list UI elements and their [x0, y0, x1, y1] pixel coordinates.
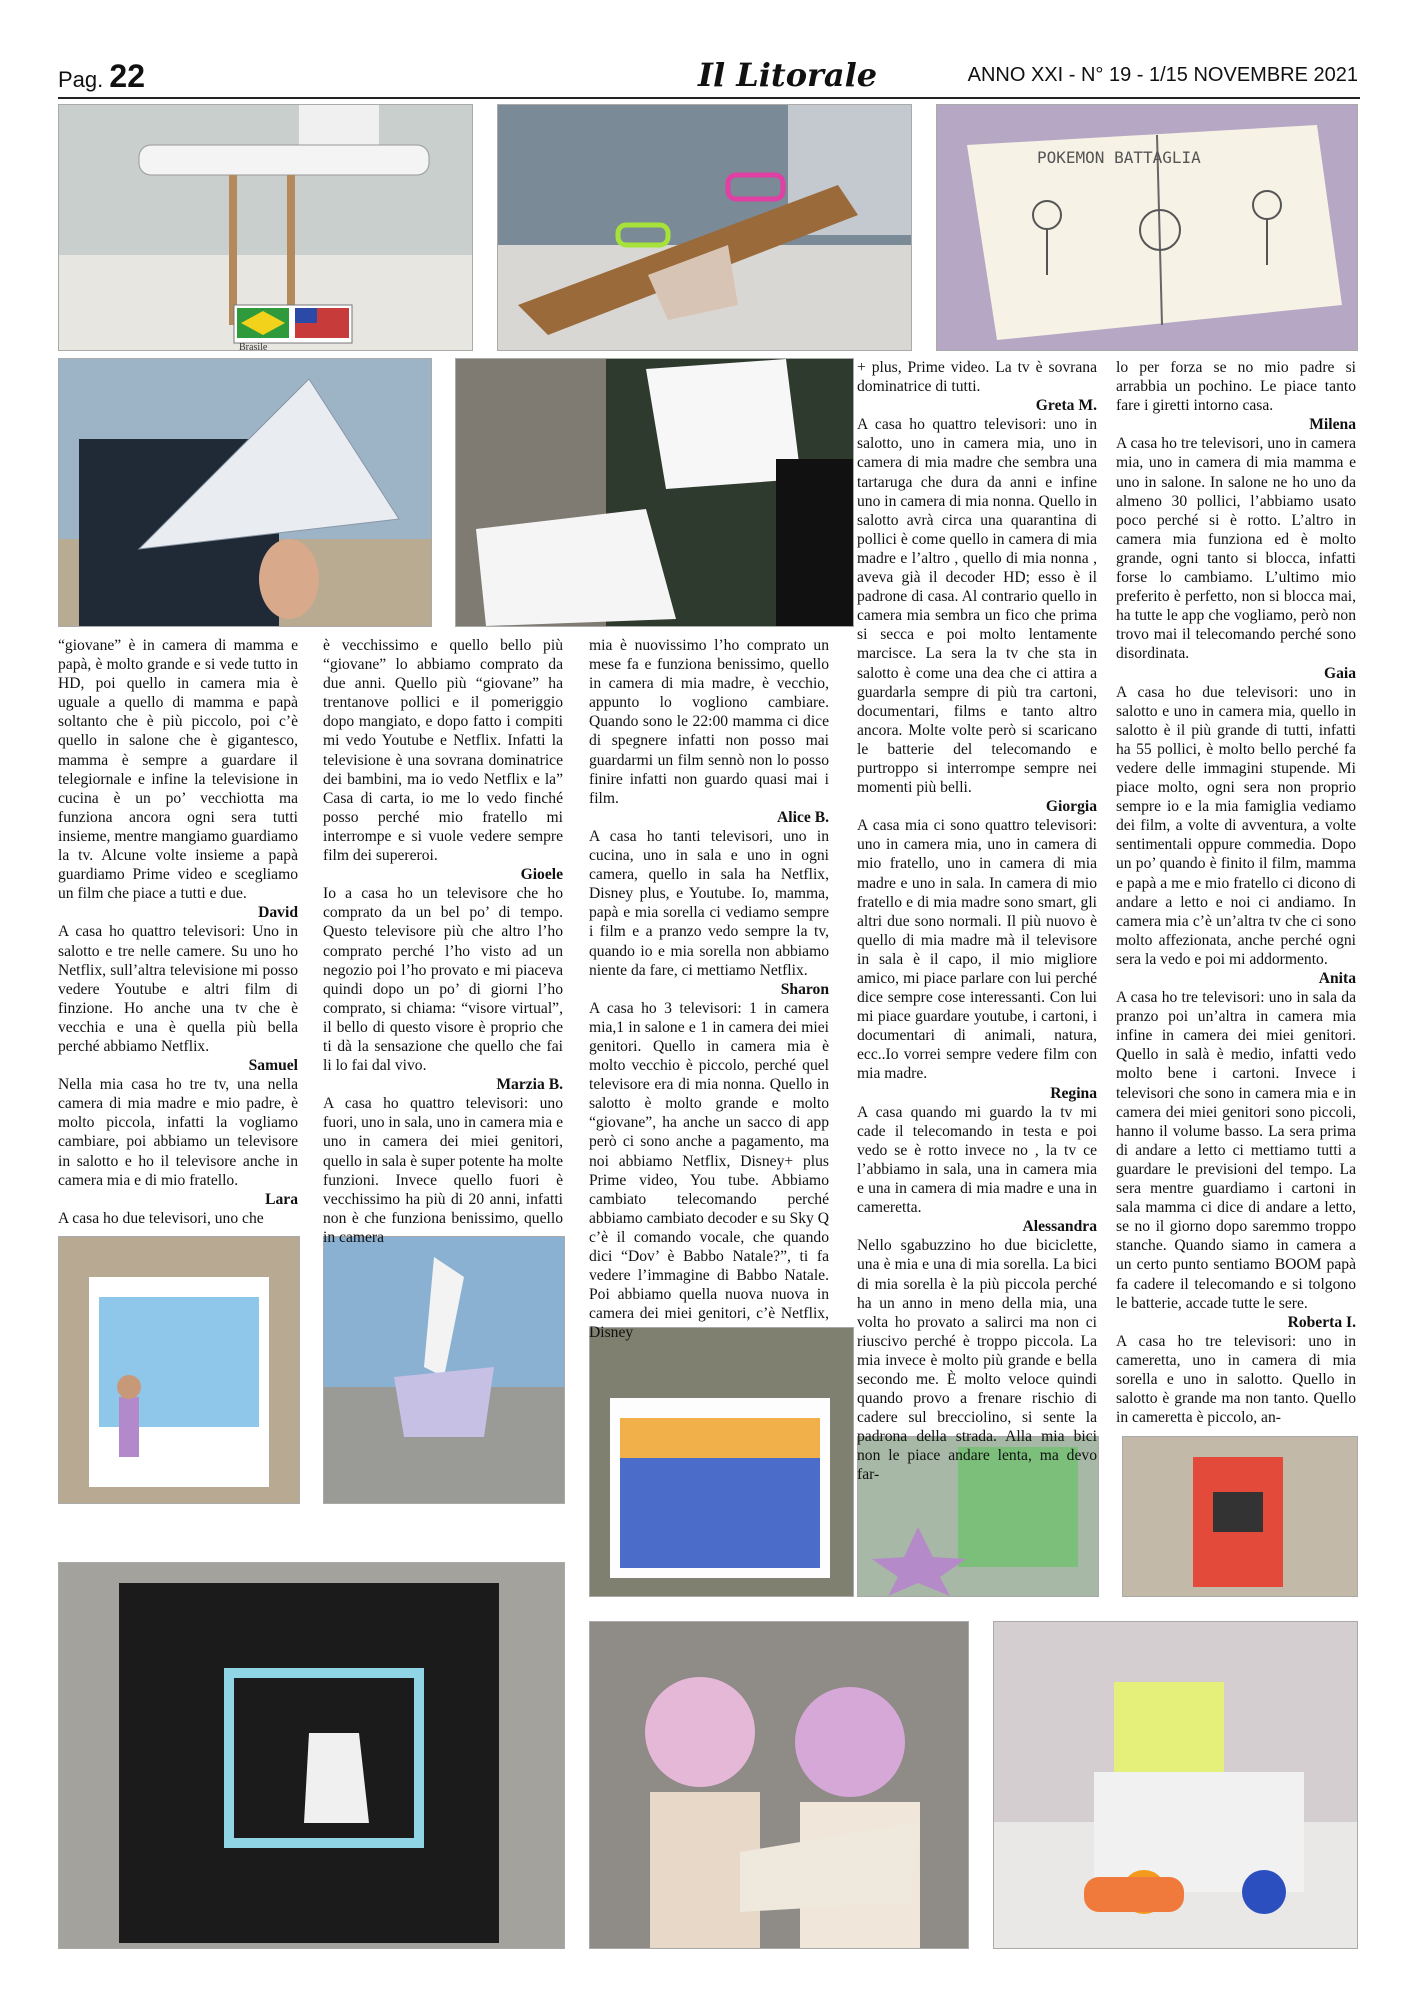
- header-rule: [58, 97, 1360, 99]
- photo-pokemon-drawing: [936, 104, 1358, 351]
- photo-paper-mobile: [323, 1236, 565, 1504]
- author-signature: Lara: [265, 1190, 298, 1208]
- author-signature: Roberta I.: [1287, 1313, 1356, 1331]
- photo-toy-truck: [993, 1621, 1358, 1949]
- author-signature: Alice B.: [777, 808, 829, 826]
- article-paragraph: A casa ho due televisori: uno in salotto e uno in camera mia, quello in salotto è il più grande di tutti, infatti ha 55 pollici, è molto bello perché fa vedere delle immagini stupende. Mi piace molto, ogni sera non proprio sempre io e la mia famiglia vediamo dei film, a volte di avventura, a volte sentimentali oppure commedia. Dopo un po’ quando è finito il film, mamma e papà a me e mio fratello ci dicono di andare a letto e noi ci andiamo. In camera mia c’è un’altra tv che ci sono molto affezionata, anche perché ogni sera la vedo e poi mi addormento.: [1116, 683, 1356, 968]
- article-paragraph: A casa ho 3 televisori: 1 in camera mia,1 in salone e 1 in camera dei miei genitori. Quello in camera mia è molto vecchio è piccolo, perché quel televisore era di mia nonna. Quello in salotto è molto grande e molto “giovane”, ha anche un sacco di app però ci sono anche a pagamento, ma noi abbiamo Netflix, Disney+ plus Prime video, You tube. Abbiamo cambiato telecomando perché abbiamo cambiato decoder e su Sky Q c’è il comando vocale, che quando dici “Dov’ è Babbo Natale?”, ti fa vedere l’immagine di Babbo Natale. Poi abbiamo quella nuova nuova in camera dei miei genitori, c’è Netflix, Disney: [589, 999, 829, 1342]
- article-paragraph: A casa ho tre televisori, uno in camera mia, uno in camera di mia mamma e uno in salone. In salone ne ho uno da almeno 30 pollici, l’abbiamo usato poco perché si è rotto. L’altro in camera mia funziona ed è molto grande, ogni tanto si blocca, infatti forse lo cambiamo. L’ultimo mio preferito è perfetto, non si blocca mai, ha tutte le app che vogliamo, però non trovo mai il telecomando perché sono disordinata.: [1116, 435, 1356, 663]
- article-paragraph: A casa ho quattro televisori: uno in salotto, uno in camera mia, uno in camera di mia madre che sembra una tartaruga che dura da anni e infine uno in camera di mia nonna. Quello in salotto avrà circa una quarantina di pollici è come quello in camera di mia madre e l’altro , quello di mia nonna , aveva già il decoder HD; esso è il padrone di casa. Al contrario quello in camera mia sembra un fico che prima si secca e poi molto lentamente marcisce. La sera la tv che sta in salotto è come una dea che ci attira a guardarla sempre di più tra cartoni, documentari, films e tanto altro ancora. Molte volte però si scaricano le batterie del telecomando e purtroppo si interrompe sempre nei momenti più belli.: [857, 416, 1097, 797]
- issue-info: ANNO XXI - N° 19 - 1/15 NOVEMBRE 2021: [967, 64, 1358, 86]
- article-paragraph: A casa ho tre televisori: uno in cameretta, uno in camera di mia sorella e uno in salotto. Quello in salotto è grande ma non tanto. Quello in cameretta è piccolo, an-: [1116, 1332, 1356, 1427]
- article-paragraph: Nello sgabuzzino ho due biciclette, una è mia e una di mia sorella. La bici di mia sorella è la più piccola perché ha un anno in meno della mia, una volta ho provato a salirci ma non ci riuscivo perché è troppo piccola. La mia invece è molto più grande e bella secondo me. È molto veloce quindi quando provo a frenare rischio di cadere sul brecciolino, si sente la padrona della strada. Alla mia bici non le piace andare lenta, ma devo far-: [857, 1237, 1097, 1484]
- text-column-5: [1116, 358, 1356, 1427]
- author-signature: Anita: [1318, 970, 1356, 987]
- author-signature: Samuel: [248, 1057, 298, 1075]
- photo-black-board: [58, 1562, 565, 1949]
- article-paragraph: A casa quando mi guardo la tv mi cade il telecomando in testa e poi vedo se è rotto invece no , la tv ce l’abbiamo in sala, una in camera mia e una in camera di mia madre e una in cameretta.: [857, 1103, 1097, 1217]
- page-header: [58, 58, 1358, 100]
- article-paragraph: mia è nuovissimo l’ho comprato un mese fa e funziona benissimo, quello in camera di mia madre, è vecchio, appunto lo vogliono cambiare. Quando sono le 22:00 mamma ci dice di spegnere infatti non posso mai guardarmi un film sennò non lo posso finire infatti non guardo quasi mai i film.: [589, 637, 829, 807]
- photo-letter-envelope: [455, 358, 854, 627]
- photo-red-box: [1122, 1436, 1358, 1597]
- article-paragraph: A casa ho tre televisori: uno in sala da pranzo poi un’altra in camera mia infine in camera dei miei genitori. Quello in salà è medio, infatti vedo molto bene i cartoni. Invece i televisori che sono in camera mia e in camera dei miei genitori sono piccoli, hanno il volume basso. La sera prima di andare a letto ci mettiamo tutti a guardare le previsioni del tempo. La sera mentre guardiamo i cartoni in sala mamma ci dice di andare a letto, se no il giorno dopo saremmo troppo stanche. Quando siamo in camera a un certo punto sentiamo BOOM papà fa cadere il telecomando e si tolgono le batterie, accade tutte le sere.: [1116, 989, 1356, 1312]
- text-column-3: [589, 636, 829, 1342]
- author-signature: Sharon: [780, 980, 829, 998]
- author-signature: Alessandra: [1022, 1218, 1097, 1236]
- article-paragraph: + plus, Prime video. La tv è sovrana dominatrice di tutti.: [857, 359, 1097, 396]
- pokemon-caption: POKEMON BATTAGLIA: [1037, 148, 1201, 167]
- author-signature: Gaia: [1323, 664, 1356, 682]
- author-signature: Milena: [1309, 416, 1356, 434]
- author-signature: Regina: [1050, 1084, 1097, 1102]
- article-paragraph: A casa ho due televisori, uno che: [58, 1209, 264, 1227]
- photo-flags-craft: [58, 104, 473, 351]
- photo-girls-boat: [589, 1621, 969, 1949]
- author-signature: Gioele: [520, 866, 563, 884]
- article-paragraph: “giovane” è in camera di mamma e papà, è molto grande e si vede tutto in HD, poi quello in camera mia è uguale a quello di mamma e papà soltanto che è più piccolo, poi c’è quello in salone che è gigantesco, mamma è sempre a guardare il telegiornale e infine la televisione in cucina è un po’ vecchiotta ma funziona ancora ogni sera tutti insieme, mentre mangiamo guardiamo la tv. Alcune volte insieme a papà guardiamo Prime video e scegliamo un film che piace a tutti e due.: [58, 637, 298, 903]
- text-column-1: [58, 636, 298, 1228]
- flags-caption: Brasile: [239, 342, 268, 350]
- author-signature: Marzia B.: [496, 1076, 563, 1094]
- author-signature: David: [258, 904, 298, 922]
- article-paragraph: Io a casa ho un televisore che ho comprato da un bel po’ di tempo. Questo televisore più che altro l’ho comprato perché l’ho visto ad un negozio poi l’ho provato e mi piaceva quindi dopo un po’ di giorni l’ho comprato, si chiama: “visore virtual”, il bello di questo visore è proprio che ti dà la sensazione che quello che fai li lo fai dal vivo.: [323, 885, 563, 1075]
- newspaper-logo: Il Litorale: [698, 56, 878, 94]
- photo-paper-hat: [58, 358, 432, 627]
- article-paragraph: è vecchissimo e quello bello più “giovane” lo abbiamo comprato da due anni. Quello più “giovane” ha trentanove pollici e il pomeriggio dopo mangiato, e dopo fatto i compiti mi vedo Youtube e Netflix. Infatti la televisione è una sovrana dominatrice dei bambini, ma io vedo Netflix e la” Casa di carta, io me lo vedo finché posso perché mio fratello mi interrompe e si vuole vedere sempre film dei supereroi.: [323, 637, 563, 865]
- author-signature: Giorgia: [1045, 798, 1097, 816]
- photo-blue-drawing: [58, 1236, 300, 1504]
- article-paragraph: A casa mia ci sono quattro televisori: uno in camera mia, uno in camera di mio fratello, uno in camera di mia madre e uno in sala. In camera di mio fratello e di mia madre sono smart, gli altri due sono normali. Il più nuovo è quello di mia madre mà il televisore in sala è il capo, il mio migliore amico, mi piace parlare con lui perché dice sempre cose interessanti. Con lui mi piace guardare youtube, i cartoni, i documentari di animali, natura, ecc..Io vorrei sempre vedere film con mia madre.: [857, 817, 1097, 1083]
- article-paragraph: lo per forza se no mio padre si arrabbia un pochino. Le piace tanto fare i giretti intorno casa.: [1116, 359, 1356, 415]
- article-paragraph: A casa ho tanti televisori, uno in cucina, uno in sala e uno in ogni camera, quello in sala ha Netflix, Disney plus, e Youtube. Io, mamma, papà e mia sorella ci vediamo sempre i film e a pranzo vedo sempre la tv, quando io e mia sorella non abbiamo niente da fare, ci mettiamo Netflix.: [589, 827, 829, 979]
- article-paragraph: A casa ho quattro televisori: Uno in salotto e tre nelle camere. Su uno ho Netflix, sull’altra televisione mi posso vedere Youtube e altri film di finzione. Ho anche una tv che è vecchia e una è quella più bella perché abbiamo Netflix.: [58, 923, 298, 1055]
- article-paragraph: A casa ho quattro televisori: uno fuori, uno in sala, uno in camera mia e uno in camera dei miei genitori, quello in sala è super potente ha molte funzioni. Invece quello fuori è vecchissimo ha più di 20 anni, infatti non è che funziona benissimo, quello in camera: [323, 1095, 563, 1246]
- author-signature: Greta M.: [1035, 397, 1097, 415]
- text-column-4: [857, 358, 1097, 1485]
- page-number: Pag. 22: [58, 58, 145, 94]
- text-column-2: [323, 636, 563, 1247]
- article-paragraph: Nella mia casa ho tre tv, una nella camera di mia madre e mio padre, è molto piccola, infatti la vogliamo cambiare, poi abbiamo un televisore in salotto e ho il televisore anche in camera mia e di mio fratello.: [58, 1076, 298, 1189]
- photo-house-drawing: [589, 1327, 854, 1597]
- photo-wooden-boat: [497, 104, 912, 351]
